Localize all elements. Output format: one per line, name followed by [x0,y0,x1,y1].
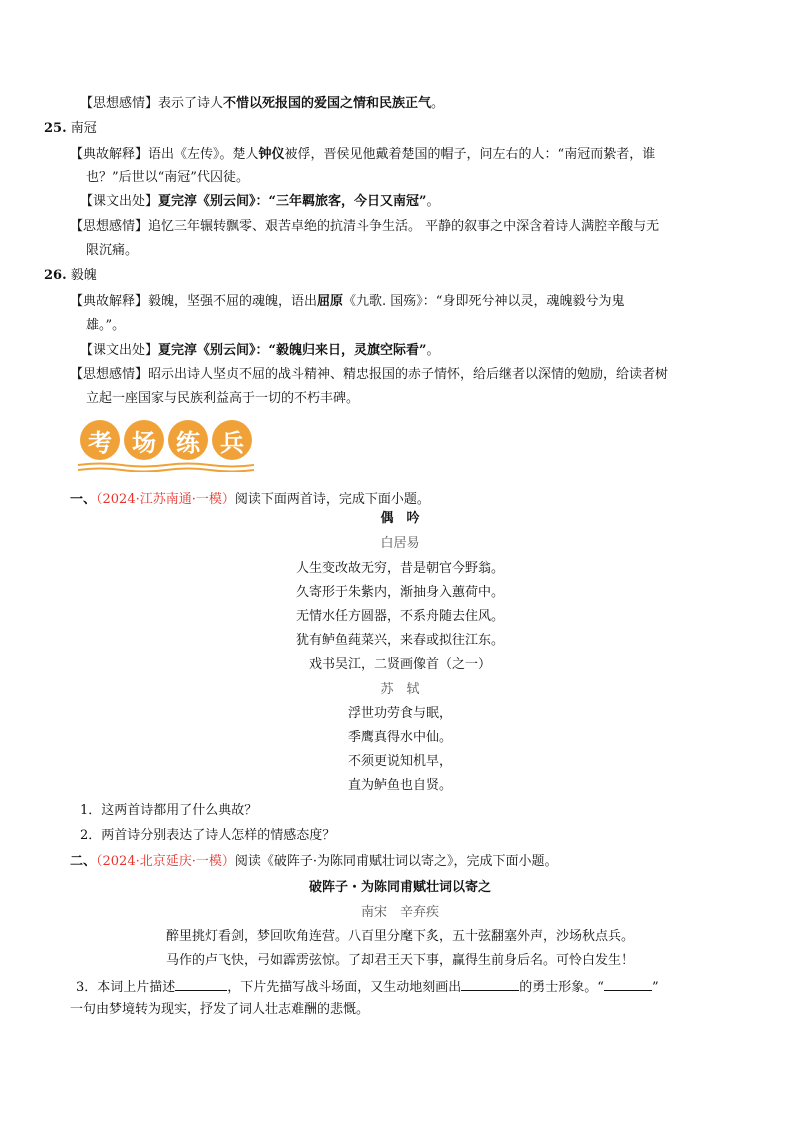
sixiang-line-25 [70,219,659,235]
poem1-title: 偶 吟 [380,511,420,526]
poem1-line: 无情水任方圆器，不系舟随去住风。 [295,609,504,624]
heading-num: 26. [44,268,67,283]
answer-blank[interactable] [604,978,652,991]
question-2-header [70,854,558,870]
kewen-label: 【课文出处】 [80,343,159,358]
diangu-line-25 [70,147,655,163]
question-1-header [70,492,430,508]
sixiang-text: 表示了诗人 [158,96,224,111]
diangu-line-26 [70,294,624,310]
banner-char: 练 [168,420,208,460]
question-num: 二、 [70,854,97,869]
question-instruction: 阅读下面两首诗，完成下面小题。 [234,492,430,507]
diangu-label: 【典故解释】 [70,147,149,162]
diangu-bold: 钟仪 [258,147,285,162]
subquestion-text: ” [651,980,659,995]
subquestion-text: 的勇士形象。“ [519,980,604,995]
poem2-line: 不须更说知机早， [347,754,452,769]
poem1-line: 久寄形于朱紫内，渐抽身入蕙荷中。 [295,585,504,600]
sixiang-bold: 不惜以死报国的爱国之情和民族正气 [223,96,432,111]
diangu-line-26-2: 雄。”。 [86,318,126,333]
sixiang-end: 。 [431,96,445,111]
diangu-text: 《九歌. 国殇》：“身即死兮神以灵，魂魄毅兮为鬼 [343,294,625,309]
question-instruction: 阅读《破阵子·为陈同甫赋壮词以寄之》，完成下面小题。 [234,854,558,869]
heading-num: 25. [44,121,67,136]
question-num: 一、 [70,492,97,507]
subquestion-2: 2．两首诗分别表达了诗人怎样的情感态度？ [80,828,336,843]
poem1-line: 人生变改故无穷，昔是朝官今野翁。 [295,561,504,576]
heading-26 [44,268,97,284]
diangu-text: 毅魄，坚强不屈的魂魄，语出 [148,294,318,309]
answer-blank[interactable] [461,978,519,991]
diangu-line-25-2: 也？”后世以“南冠”代囚徒。 [86,170,249,185]
heading-25 [44,121,97,137]
question-source: （2024·北京延庆·一模） [96,854,235,869]
sixiang-text: 追忆三年辗转飘零、艰苦卓绝的抗清斗争生活。 平静的叙事之中深含着诗人满腔辛酸与无 [148,219,660,234]
sixiang-line-26 [70,367,668,383]
sixiang-label: 【思想感情】 [80,96,159,111]
sixiang-line-26-2: 立起一座国家与民族利益高于一切的不朽丰碑。 [86,391,360,406]
subquestion-3-line-2: 一句由梦境转为现实，抒发了词人壮志难酬的悲慨。 [70,1002,370,1017]
poem2-line: 直为鲈鱼也自贤。 [347,778,452,793]
banner-char: 兵 [212,420,252,460]
poem2-author: 苏 轼 [380,682,420,697]
sixiang-text: 昭示出诗人坚贞不屈的战斗精神、精忠报国的赤子情怀，给后继者以深情的勉励，给读者树 [148,367,669,382]
poem-author: 南宋 辛弃疾 [360,905,439,920]
kewen-end: 。 [426,343,440,358]
subquestion-3 [76,978,659,996]
diangu-text: 语出《左传》。楚人 [148,147,259,162]
poem2-line: 浮世功劳食与眠， [347,706,452,721]
poem1-line: 犹有鲈鱼莼菜兴，来春或拟往江东。 [295,633,504,648]
kewen-label: 【课文出处】 [80,194,159,209]
subquestion-text: 3．本词上片描述 [76,980,176,995]
sixiang-line-24 [80,96,444,112]
kewen-bold: 夏完淳《别云间》：“毅魄归来日，灵旗空际看” [158,343,427,358]
diangu-text: 被俘，晋侯见他戴着楚国的帽子，问左右的人：“南冠而絷者，谁 [284,147,656,162]
banner-wave-decoration [78,462,254,472]
poem-line: 马作的卢飞快，弓如霹雳弦惊。了却君王天下事，赢得生前身后名。可怜白发生！ [165,953,634,968]
heading-title: 毅魄 [70,268,97,283]
kewen-line-26 [80,343,440,359]
sixiang-line-25-2: 限沉痛。 [86,243,139,258]
sixiang-label: 【思想感情】 [70,367,149,382]
subquestion-text: ，下片先描写战斗场面，又生动地刻画出 [227,980,462,995]
diangu-bold: 屈原 [317,294,344,309]
heading-title: 南冠 [70,121,97,136]
kewen-bold: 夏完淳《别云间》：“三年羁旅客，今日又南冠” [158,194,427,209]
poem-line: 醉里挑灯看剑，梦回吹角连营。八百里分麾下炙，五十弦翻塞外声，沙场秋点兵。 [165,929,634,944]
section-banner [78,418,254,472]
answer-blank[interactable] [175,978,227,991]
poem2-title: 戏书吴江，二贤画像首（之一） [308,657,491,672]
banner-char: 场 [124,420,164,460]
kewen-line-25 [80,194,440,210]
poem1-author: 白居易 [380,536,420,551]
kewen-end: 。 [426,194,440,209]
sixiang-label: 【思想感情】 [70,219,149,234]
subquestion-1: 1．这两首诗都用了什么典故？ [80,803,258,818]
diangu-label: 【典故解释】 [70,294,149,309]
poem2-line: 季鹰真得水中仙。 [347,730,452,745]
poem-title: 破阵子・为陈同甫赋壮词以寄之 [308,880,491,895]
question-source: （2024·江苏南通·一模） [96,492,235,507]
banner-char: 考 [80,420,120,460]
